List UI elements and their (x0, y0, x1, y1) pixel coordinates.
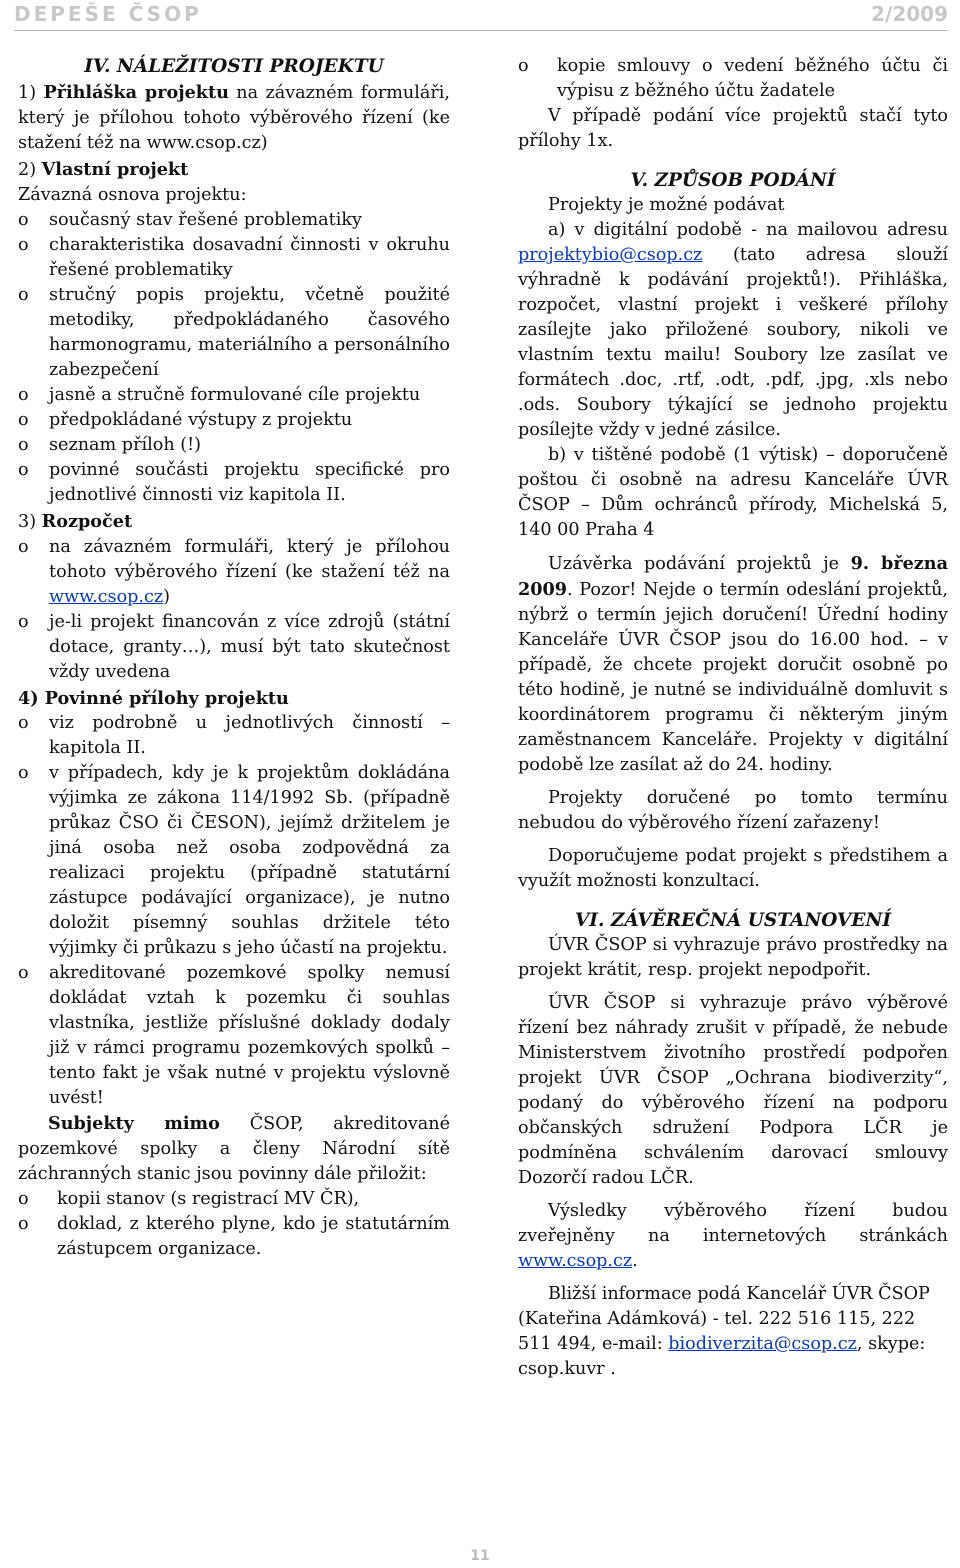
attachments-note: V případě podání více projektů stačí tyto přílohy 1x. (518, 106, 948, 151)
outline-label: Závazná osnova projektu: (18, 185, 247, 205)
section-heading-v: V. ZPŮSOB PODÁNÍ (630, 170, 836, 191)
list-item: o povinné součásti projektu specifické pro jednotlivé činnosti viz kapitola II. (18, 458, 450, 508)
left-column (18, 54, 450, 1262)
list-item: o je-li projekt financován z více zdrojů (státní dotace, granty…), musí být tato skutečnost vždy uvedena (18, 610, 450, 685)
newsletter-title: DEPEŠE ČSOP (14, 2, 202, 26)
section-heading-iv: IV. NÁLEŽITOSTI PROJEKTU (84, 56, 384, 77)
submission-intro: Projekty je možné podávat (548, 195, 785, 215)
csop-website-link[interactable]: www.csop.cz (518, 1251, 633, 1271)
contact-email-link[interactable]: biodiverzita@csop.cz (668, 1334, 857, 1354)
csop-link[interactable]: www.csop.cz (49, 587, 164, 607)
recommendation: Doporučujeme podat projekt s předstihem a využít možnosti konzultací. (518, 846, 948, 891)
submission-digital: a) v digitální podobě - na mailovou adresu projektybio@csop.cz (tato adresa slouží výhradně k podávání projektů!). Přihláška, rozpočet, vlastní projekt i veškeré přílohy zasílejte jako přiložené soubory, nikoli ve vlastním textu mailu! Soubory lze zasílat ve formátech .doc, .rtf, .odt, .pdf, .jpg, .xls nebo .ods. Soubory týkající se jednoho projektu posílejte vždy v jedné zásilce. (518, 220, 948, 440)
page-header (14, 0, 948, 34)
list-item: o charakteristika dosavadní činnosti v okruhu řešené problematiky (18, 233, 450, 283)
submission-print: b) v tištěné podobě (1 výtisk) – doporučeně poštou či osobně na adresu Kanceláře ÚVR ČSOP – Dům ochránců přírody, Michelská 5, 140 00 Praha 4 (518, 445, 948, 540)
item-project: 2) Vlastní projekt (18, 159, 189, 180)
list-item: o kopii stanov (s registrací MV ČR), (18, 1187, 450, 1212)
list-item: o doklad, z kterého plyne, kdo je statutárním zástupcem organizace. (18, 1212, 450, 1262)
list-item: o současný stav řešené problematiky (18, 208, 450, 233)
contact-paragraph: Bližší informace podá Kancelář ÚVR ČSOP (Kateřina Adámková) - tel. 222 516 115, 222 511 494, e-mail: biodiverzita@csop.cz, skype: csop.kuvr . (518, 1284, 930, 1379)
final-provision-1: ÚVR ČSOP si vyhrazuje právo prostředky na projekt krátit, resp. projekt nepodpořit. (518, 935, 948, 980)
item-budget: 3) Rozpočet (18, 511, 133, 532)
list-item: o v případech, kdy je k projektům dokládána výjimka ze zákona 114/1992 Sb. (případně průkaz ČSO či ČESON), jejímž držitelem je jiná osoba než osoba zodpovědná za realizaci projektu (případně statutární zástupce podávající organizace), je nutno doložit písemný souhlas držitele této výjimky či průkazu s jeho účastí na projektu. (18, 761, 450, 961)
item-attachments: 4) Povinné přílohy projektu (18, 688, 289, 709)
section-heading-vi: VI. ZÁVĚREČNÁ USTANOVENÍ (574, 910, 892, 931)
issue-number: 2/2009 (871, 2, 948, 26)
projects-email-link[interactable]: projektybio@csop.cz (518, 245, 703, 265)
list-item: o předpokládané výstupy z projektu (18, 408, 450, 433)
list-item: o akreditované pozemkové spolky nemusí dokládat vztah k pozemku či souhlas vlastníka, jestliže příslušné doklady dodaly již v rámci programu pozemkových spolků – tento fakt je však nutné v projektu výslovně uvést! (18, 961, 450, 1111)
late-warning: Projekty doručené po tomto termínu nebudou do výběrového řízení zařazeny! (518, 788, 948, 833)
final-provision-2: ÚVR ČSOP si vyhrazuje právo výběrové řízení bez náhrady zrušit v případě, že nebude Ministerstvem životního prostředí podpořen projekt ÚVR ČSOP „Ochrana biodiverzity“, podaný do výběrového řízení na podporu občanských sdružení Podpora LČR je podmíněna schválením darovací smlouvy Dozorčí radou LČR. (518, 993, 948, 1188)
list-item: o kopie smlouvy o vedení běžného účtu či výpisu z běžného účtu žadatele (518, 54, 948, 104)
results-paragraph: Výsledky výběrového řízení budou zveřejněny na internetových stránkách www.csop.cz. (518, 1201, 948, 1271)
header-rule (14, 30, 948, 31)
page-number: 11 (470, 1548, 490, 1564)
list-item: o viz podrobně u jednotlivých činností – kapitola II. (18, 711, 450, 761)
deadline-paragraph: Uzávěrka podávání projektů je 9. března 2009. Pozor! Nejde o termín odeslání projektů, nýbrž o termín jejich doručení! Úřední hodiny Kanceláře ÚVR ČSOP jsou do 16.00 hod. – v případě, že chcete projekt doručit osobně po této hodině, je nutné se individuálně domluvit s koordinátorem programu či některým jiným zaměstnancem Kanceláře. Projekty v digitální podobě lze zasílat až do 24. hodiny. (518, 553, 948, 775)
right-column (518, 54, 948, 1382)
list-item: o stručný popis projektu, včetně použité metodiky, předpokládaného časového harmonogramu, materiálního a personálního zabezpečení (18, 283, 450, 383)
list-item: o jasně a stručně formulované cíle projektu (18, 383, 450, 408)
list-item: o seznam příloh (!) (18, 433, 450, 458)
item-application: 1) Přihláška projektu na závazném formuláři, který je přílohou tohoto výběrového řízení (ke stažení též na www.csop.cz) (18, 82, 450, 153)
subjects-paragraph: Subjekty mimo ČSOP, akreditované pozemkové spolky a členy Národní sítě záchranných stanic jsou povinny dále přiložit: (18, 1113, 450, 1184)
list-item: o na závazném formuláři, který je přílohou tohoto výběrového řízení (ke stažení též na www.csop.cz) (18, 535, 450, 610)
